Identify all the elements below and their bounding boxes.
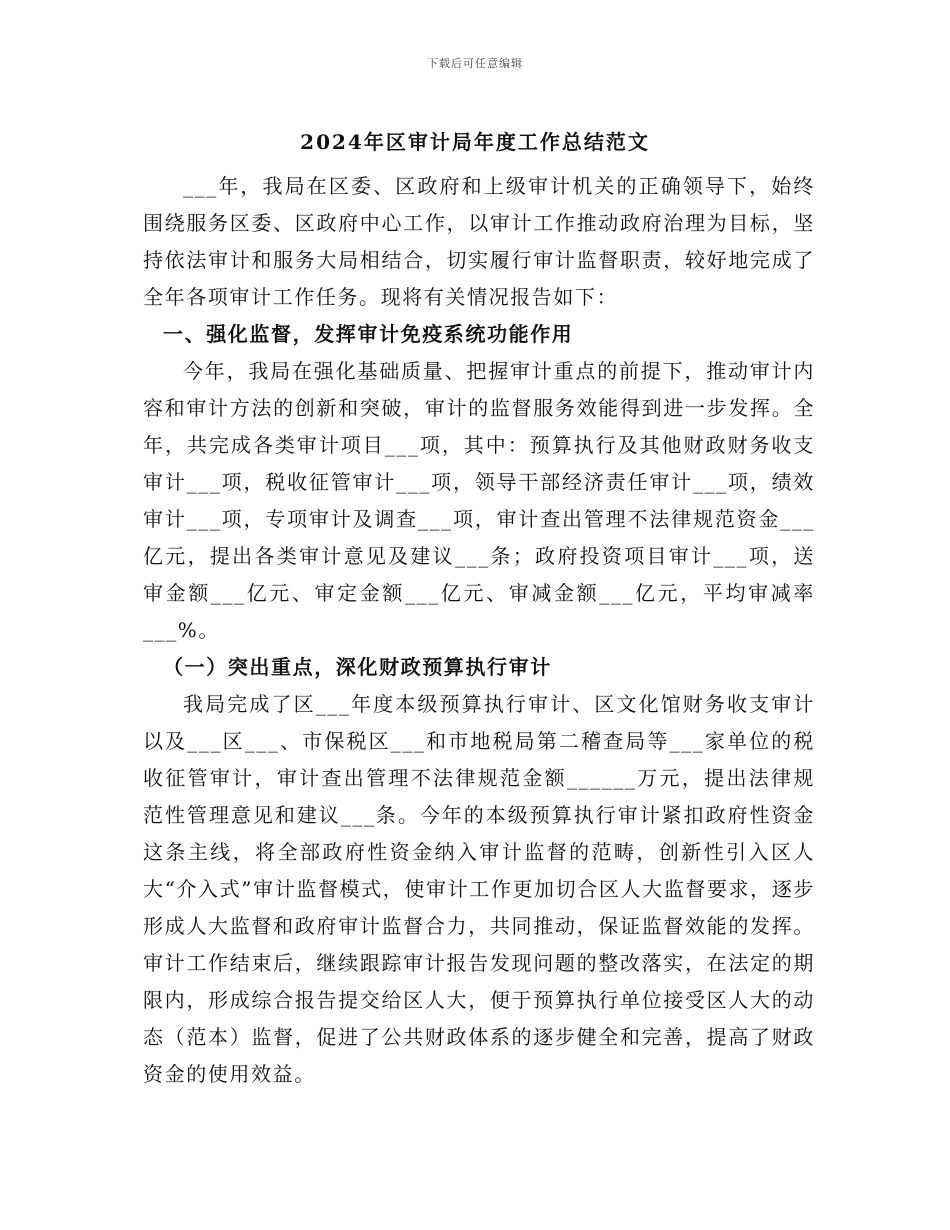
header-note: 下载后可任意编辑 — [427, 57, 523, 70]
subsection-heading: （一）突出重点，深化财政预算执行审计 — [163, 655, 552, 679]
document-title: 2024年区审计局年度工作总结范文 — [300, 130, 650, 154]
section-heading: 一、强化监督，发挥审计免疫系统功能作用 — [163, 322, 574, 346]
document-body — [143, 168, 815, 1093]
intro-paragraph: ___年，我局在区委、区政府和上级审计机关的正确领导下，始终围绕服务区委、区政府中心工作，以审计工作推动政府治理为目标，坚持依法审计和服务大局相结合，切实履行审计监督职责，较好地完成了全年各项审计工作任务。现将有关情况报告如下： — [143, 174, 815, 309]
section-paragraph: 今年，我局在强化基础质量、把握审计重点的前提下，推动审计内容和审计方法的创新和突破，审计的监督服务效能得到进一步发挥。全年，共完成各类审计项目___项，其中：预算执行及其他财政财务收支审计___项，税收征管审计___项，领导干部经济责任审计___项，绩效审计___项，专项审计及调查___项，审计查出管理不法律规范资金___亿元，提出各类审计意见及建议___条；政府投资项目审计___项，送审金额___亿元、审定金额___亿元、审减金额___亿元，平均审减率___%。 — [143, 359, 815, 642]
subsection-paragraph: 我局完成了区___年度本级预算执行审计、区文化馆财务收支审计以及___区___、市保税区___和市地税局第二稽查局等___家单位的税收征管审计，审计查出管理不法律规范金额______万元，提出法律规范性管理意见和建议___条。今年的本级预算执行审计紧扣政府性资金这条主线，将全部政府性资金纳入审计监督的范畴，创新性引入区人大“介入式”审计监督模式，使审计工作更加切合区人大监督要求，逐步形成人大监督和政府审计监督合力，共同推动，保证监督效能的发挥。审计工作结束后，继续跟踪审计报告发现问题的整改落实，在法定的期限内，形成综合报告提交给区人大，便于预算执行单位接受区人大的动态（范本）监督，促进了公共财政体系的逐步健全和完善，提高了财政资金的使用效益。 — [143, 692, 815, 1086]
